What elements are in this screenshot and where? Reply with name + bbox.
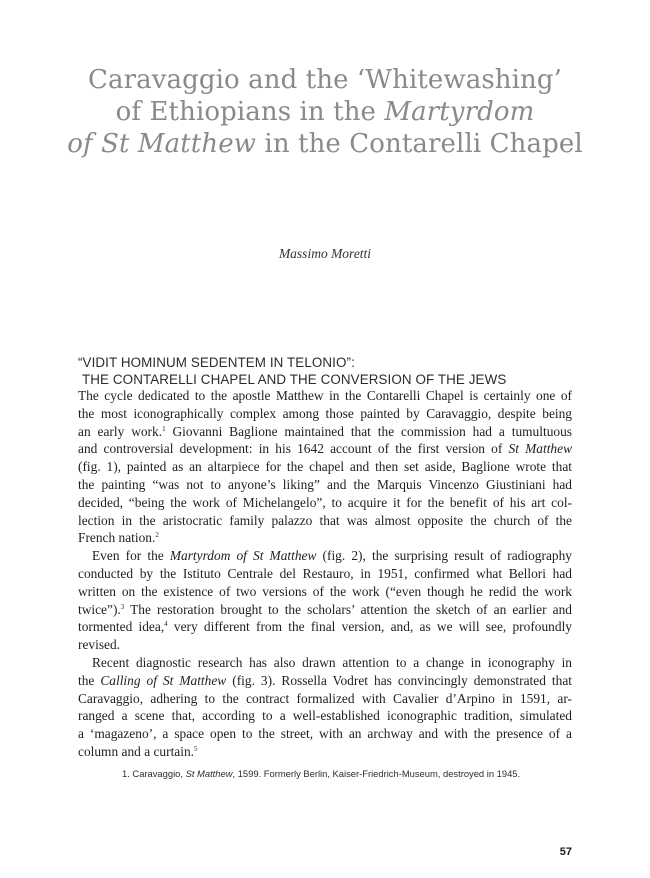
footnote-ref[interactable]: 4	[164, 620, 168, 629]
section-heading-line-2: THE CONTARELLI CHAPEL AND THE CONVERSION OF THE JEWS	[82, 372, 507, 387]
body-line: conducted by the Istituto Centrale del Restauro, in 1951, confirmed what Bellori had	[78, 565, 572, 581]
body-line: the most iconographically complex among those painted by Caravaggio, despite being	[78, 405, 572, 421]
page-number: 57	[559, 846, 572, 858]
title-line-3: of St Matthew in the Contarelli Chapel	[67, 129, 583, 159]
body-line: the painting “was not to anyone’s liking” and the Marquis Vincenzo Giustiniani had	[78, 476, 572, 492]
body-line: revised.	[78, 637, 121, 653]
body-line: The cycle dedicated to the apostle Matthew in the Contarelli Chapel is certainly one of	[78, 388, 572, 403]
figure-caption: 1. Caravaggio, St Matthew, 1599. Formerly Berlin, Kaiser-Friedrich-Museum, destroyed in 1945.	[122, 768, 521, 779]
body-line: the Calling of St Matthew (fig. 3). Rossella Vodret has convincingly demonstrated that	[78, 672, 572, 688]
body-line: French nation.$^2$	[78, 530, 159, 546]
body-line: a ‘magazeno’, a space open to the street, with an archway and with the presence of a	[78, 726, 572, 742]
body-line: an early work.$^1$ Giovanni Baglione maintained that the commission had a tumultuous	[78, 423, 572, 439]
section-heading-line-1: “VIDIT HOMINUM SEDENTEM IN TELONIO”:	[78, 355, 355, 370]
body-line: Caravaggio, adhering to the contract formalized with Cavalier d’Arpino in 1591, ar-	[78, 690, 572, 706]
body-line: decided, “being the work of Michelangelo”, to acquire it for the benefit of his art col-	[78, 494, 572, 510]
title-line-1: Caravaggio and the ‘Whitewashing’	[87, 65, 563, 95]
footnote-ref[interactable]: 3	[120, 602, 125, 611]
body-line: column and a curtain.$^5$	[78, 743, 198, 759]
body-line: ranged a scene that, according to a well-established iconographic tradition, simulated	[78, 708, 572, 724]
body-line: twice”).$^3$ The restoration brought to the scholars’ attention the sketch of an earlier and	[78, 601, 572, 617]
article-title	[60, 64, 590, 160]
body-line: and controversial development: in his 1642 account of the first version of St Matthew	[78, 441, 572, 457]
body-line: Even for the Martyrdom of St Matthew (fig. 2), the surprising result of radiography	[92, 548, 572, 564]
body-line: written on the existence of two versions of the work (“even though he redid the work	[78, 583, 572, 599]
footnote-ref[interactable]: 5	[194, 744, 198, 753]
body-text	[78, 387, 572, 761]
footnote-ref[interactable]: 2	[155, 531, 159, 540]
body-line: tormented idea,$^4$ very different from the final version, and, as we will see, profoundly	[78, 619, 572, 635]
author-name: Massimo Moretti	[278, 246, 372, 261]
body-line: (fig. 1), painted as an altarpiece for the chapel and then set aside, Baglione wrote that	[78, 459, 572, 475]
body-line: Recent diagnostic research has also drawn attention to a change in iconography in	[92, 654, 572, 670]
body-line: lection in the aristocratic family palazzo that was almost opposite the church of the	[78, 512, 572, 528]
title-line-2: of Ethiopians in the Martyrdom	[115, 97, 535, 127]
footnote-ref[interactable]: 1	[162, 424, 166, 433]
section-heading	[78, 354, 578, 388]
